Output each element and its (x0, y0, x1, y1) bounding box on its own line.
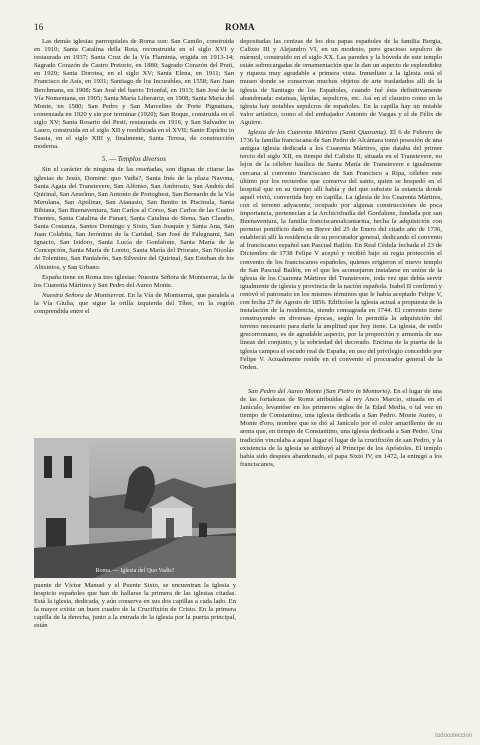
church-photo (34, 438, 236, 578)
section-number: 5. — (102, 155, 117, 164)
left-paragraph-2: Sin el carácter de ninguna de las reseñadas, son dignas de citarse las iglesias de Jesús, Domine: quo Vadis?, Santa Inés de la plaza Navona, Santa Agata del Transtevere, San Alfonso, San Ambrosio, San Andrés del Quirinal, San Anselmo, San Antonio de Portoghesi, San Bernardo de la Vía Merulana, San Apolinar, San Atanasio, San Benito in Piscinula, Santa Bibiana, San Buenaventura, San Carlos al Corso, San Carlos de las Cuatro Fuentes, Santa Catalina de Funari, Santa Catalina de Siena, San Claudio, Santa Costanza, Santos Domingo y Sixto, San Joaquín y Santa Ana, San Juan Colabita, San Jerónimo de la Caridad, San José de Falegnami, San Ignacio, San Isidoro, Santa Lucía de Gonfalone, Santa María de la Concepción, Santa María de Loreto, Santa María del Priorato, San Nicolás de Tolentino, San Pantaleón, San Silvestre del Quirinal, San Esteban de los Abisinios, y San Urbano. (34, 166, 234, 271)
section-title: Templos diversos (117, 155, 166, 164)
left-bottom-text: puente de Víctor Manuel y el Puente Sixto, se encuentran la iglesia y hospicio españoles que han de hallarse la primera de las iglesias citadas. Está la iglesia, dedicada, y aún conserva en sus dos capillas a cada lado. En la mayor existe un buen cuadro de la Crucifixión de Cristo. En la primera capilla de la derecha, junto a la entrada de la iglesia por la puerta principal, están (34, 582, 236, 630)
right-paragraph-3-lead: San Pedro del Aureo Monte (San Pietro in Montorio). (248, 388, 392, 395)
photo-caption: Roma. — Iglesia del Quo Vadis? (95, 568, 175, 574)
left-paragraph-4 (34, 292, 234, 316)
page-header (34, 22, 446, 38)
section-heading (34, 155, 234, 163)
right-paragraph-3 (240, 388, 442, 469)
right-paragraph-2-lead: Iglesia de los Cuarenta Mártires (Santi Quaranta). (248, 129, 388, 137)
right-paragraph-2-text: El 6 de Febrero de 1736 la familia franciscana de San Pedro de Alcántara tomó posesión de una antigua iglesia dedicada a los Cuarenta Mártires, que databa del primer tercio del siglo XII, en tiempo del Calixto II, situada en el Transtevere, no lejos de la célebre basílica de Santa María de Transtevere e igualmente cercana al convento franciscano de San Francisco a Ripa, célebre este último por los recuerdos que conserva del santo, quien se hospedó en el hospital que en su tiempo allí había y del que subsiste la estancia donde aquél vivió, convertida hoy en capilla. La iglesia de los Cuarenta Mártires, con el terreno adyacente, ocupado por algunas construcciones de poca importancia, pertenecían a la Archicofradía del Gonfalone, fundada por san Buenaventura, la familia franciscanoalcantarina, hecha la adquisición con permiso pontificio dado en Breve del 25 de Enero del citado año de 1736, estableció allí la residencia de su procurador general, dedicando el convento al franciscano español san Pascual Bailón. En Real Cédula fechada el 23 de Diciembre de 1738 Felipe V aceptó y recibió bajo su regia protección el convento de los franciscanos españoles, quienes erigieron el nuevo templo de San Pascual Bailón, en el que les aconsejaron instalarse en unión de la iglesia de los Cuarenta Mártires del Transtevere, toda vez que debía servir igualmente de iglesia y provincia de la nación española. Isabel II confirmó y renovó el patronato en los mismos términos que le había aceptado Felipe V, con fecha 27 de Agosto de 1856. Edificóse la iglesia actual a propuesta de la instalación de la residencia, siendo consagrada en 1744. El convento tiene construyendo en diversas épocas, según lo permitía la adquisición del terreno necesario para darle la amplitud que hoy tiene. La iglesia, de estilo grecorromano, es de agradable aspecto, por la proporción y armonía de sus líneas del conjunto, y la sobriedad del decorado. Encima de la puerta de la iglesia campea el escudo real de España, en uso del privilegio concedido por Felipe V. Actualmente reside en el convento el procurador general de la Orden. (240, 129, 442, 371)
photo-figure (34, 438, 236, 588)
running-title: ROMA (225, 22, 255, 32)
left-paragraph-1: Las demás iglesias parroquiales de Roma son: San Camilo, construida en 1910; Santa Catalina della Rota, reconstruida en el siglo XVI y restaurada en 1937; Santa Cruz de la Vía Flaminia, erigida en 1913-14; Sagrado Corazón de Castro Pretorio, en 1880; Sagrado Corazón del Prati, en 1920; Santa Dorotea, en el siglo XV; Santa Elena, en 1911; San Francisco de Asís, en 1931; Santiago de los Incurables, en 1558; San Juan Berchmans, en 1908; San José del barrio Trionfal, en 1913; San José de la Vía Nomentana, en 1905; Santa María Liberatriz, en 1908; Santa María del Monte, en 1580; San Pedro y San Marcelino de Porte Pignattara, comenzada en 1920 y sin por terminar (1920); San Roque, construida en el siglo XV; Santa Rosario del Pesti, restaurada en 1916, y San Salvador in Lauro, construida en el siglo XII y reedificada en el XVII; Santo Espíritu in Sassia, en el siglo XIII y, finalmente, Santa Teresa, de construcción moderna. (34, 38, 234, 151)
left-paragraph-4-lead: Nuestra Señora de Montserrat. (42, 291, 126, 299)
left-column (34, 38, 234, 318)
right-column (240, 38, 442, 388)
right-bottom-text (240, 388, 442, 469)
right-paragraph-1: depositadas las cenizas de los dos papas españoles de la familia Borgia, Calixto III y Alejandro VI, en un modesto, pero gracioso sepulcro de mármol, construido en el siglo XX. Las paredes y la bóveda de este templo están sobrecargadas de ornamentación que le dan un aspecto de esplendidez y riqueza muy agradable a primera vista. Inmediato a la iglesia está el museo donde se conservan muchos objetos de arte trasladados allí de la iglesia de Santiago de los Españoles, cuando fué ésta definitivamente abandonada: estatuas, lápidas, sepulcros, etc. Así en el claustro como en la iglesia hay notables sepulcros de españoles. En la capilla hay un notable valor artístico, como el del embajador Antonio de Vargas y el de Félix de Aguirre. (240, 38, 442, 126)
right-paragraph-2 (240, 129, 442, 372)
page-number: 16 (34, 22, 44, 32)
left-paragraph-4-text: En la Vía de Montserrat, que paralela a la Vía Giulia, que sigue la orilla izquierda del Tíber, en la región comprendida entre el (34, 291, 235, 315)
right-paragraph-3-text: En el lugar de una de las fortalezas de Roma atribuídas al rey Anco Marcio, situada en el Janículo, levantóse en los primeros siglos de la Edad Media, o tal vez en tiempo de Constantino, una iglesia dedicada a San Pedro. Monte Aureo, o Monte d'oro, nombre que se dió al Janículo por el color amarillento de su arena que, en tiempo de Constantino, una iglesia dedicada a San Pedro. Una tradición vinculaba a aquel lugar el lugar de la crucifixión de san Pedro, y la existencia de la iglesia se atribuyó al Príncipe de los Apóstoles. El templo había sido después abandonado, el papa Sixto IV, en 1472, la entregó a los franciscanos, (240, 388, 442, 468)
watermark-stamp: todocoleccion (435, 733, 472, 739)
left-paragraph-3: España tiene en Roma tres iglesias: Nuestra Señora de Montserrat, la de los Cuarenta Mártires y San Pedro del Aureo Monte. (34, 273, 234, 289)
